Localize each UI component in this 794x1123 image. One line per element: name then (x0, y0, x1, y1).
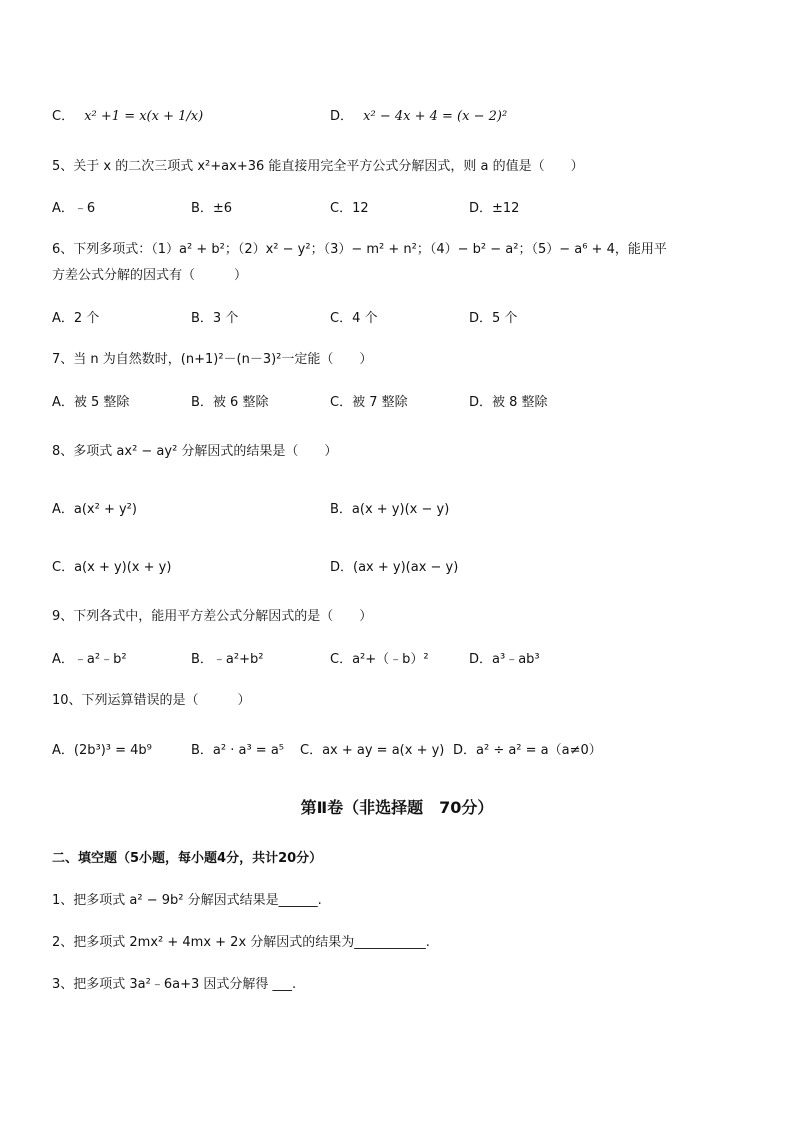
q10-option-a: A．(2b³)³ = 4b⁹ (52, 743, 152, 758)
q9-option-d: D．a³﹣ab³ (469, 652, 540, 667)
q6-option-d: D．5 个 (469, 311, 518, 326)
q5-option-d: D．±12 (469, 201, 520, 216)
q4-option-c-label: C． (52, 109, 75, 124)
q7-option-c: C．被 7 整除 (330, 395, 408, 410)
q10-option-c: C．ax + ay = a(x + y) (300, 743, 445, 758)
q9-stem: 9、下列各式中，能用平方差公式分解因式的是（ ） (52, 609, 373, 624)
q8-option-a: A．a(x² + y²) (52, 502, 137, 517)
q10-stem: 10、下列运算错误的是（ ） (52, 693, 251, 708)
q9-option-a: A．﹣a²﹣b² (52, 652, 127, 667)
q8-stem: 8、多项式 ax² − ay² 分解因式的结果是（ ） (52, 444, 338, 459)
q10-option-d: D．a² ÷ a² = a（a≠0） (453, 743, 602, 758)
fill-question-2: 2、把多项式 2mx² + 4mx + 2x 分解因式的结果为___________. (52, 935, 430, 950)
q9-option-c: C．a²+（﹣b）² (330, 652, 429, 667)
q4-option-d-expr: x² − 4x + 4 = (x − 2)² (363, 109, 508, 124)
q5-stem: 5、关于 x 的二次三项式 x²+ax+36 能直接用完全平方公式分解因式，则 a 的值是（ ） (52, 159, 584, 174)
q8-option-c: C．a(x + y)(x + y) (52, 560, 172, 575)
q6-option-b: B．3 个 (191, 311, 239, 326)
q5-option-c: C．12 (330, 201, 369, 216)
q10-option-b: B．a² · a³ = a⁵ (191, 743, 285, 758)
q7-option-b: B．被 6 整除 (191, 395, 269, 410)
q5-option-b: B．±6 (191, 201, 233, 216)
q8-option-b: B．a(x + y)(x − y) (330, 502, 450, 517)
q7-option-a: A．被 5 整除 (52, 395, 130, 410)
q5-option-a: A．﹣6 (52, 201, 96, 216)
q6-option-a: A．2 个 (52, 311, 100, 326)
q4-option-c (52, 107, 203, 127)
q8-option-d: D．(ax + y)(ax − y) (330, 560, 459, 575)
fill-question-3: 3、把多项式 3a²﹣6a+3 因式分解得 ___. (52, 977, 297, 992)
q4-option-d-label: D． (330, 109, 354, 124)
q6-stem-line1: 6、下列多项式：（1）a² + b²；（2）x² − y²；（3）− m² + n²；（4）− b² − a²；（5）− a⁶ + 4，能用平 (52, 242, 667, 257)
q7-stem: 7、当 n 为自然数时，(n+1)²－(n－3)²一定能（ ） (52, 352, 373, 367)
q4-option-d (330, 107, 507, 127)
q6-option-c: C．4 个 (330, 311, 378, 326)
section-heading: 二、填空题（5小题，每小题4分，共计20分） (52, 851, 323, 866)
q6-stem-line2: 方差公式分解的因式有（ ） (52, 268, 248, 283)
fill-question-1: 1、把多项式 a² − 9b² 分解因式结果是______. (52, 893, 322, 908)
q7-option-d: D．被 8 整除 (469, 395, 548, 410)
q4-option-c-expr: x² +1 = x(x + 1/x) (84, 109, 204, 124)
q9-option-b: B．﹣a²+b² (191, 652, 264, 667)
section-title: 第Ⅱ卷（非选择题 70分） (300, 798, 494, 817)
